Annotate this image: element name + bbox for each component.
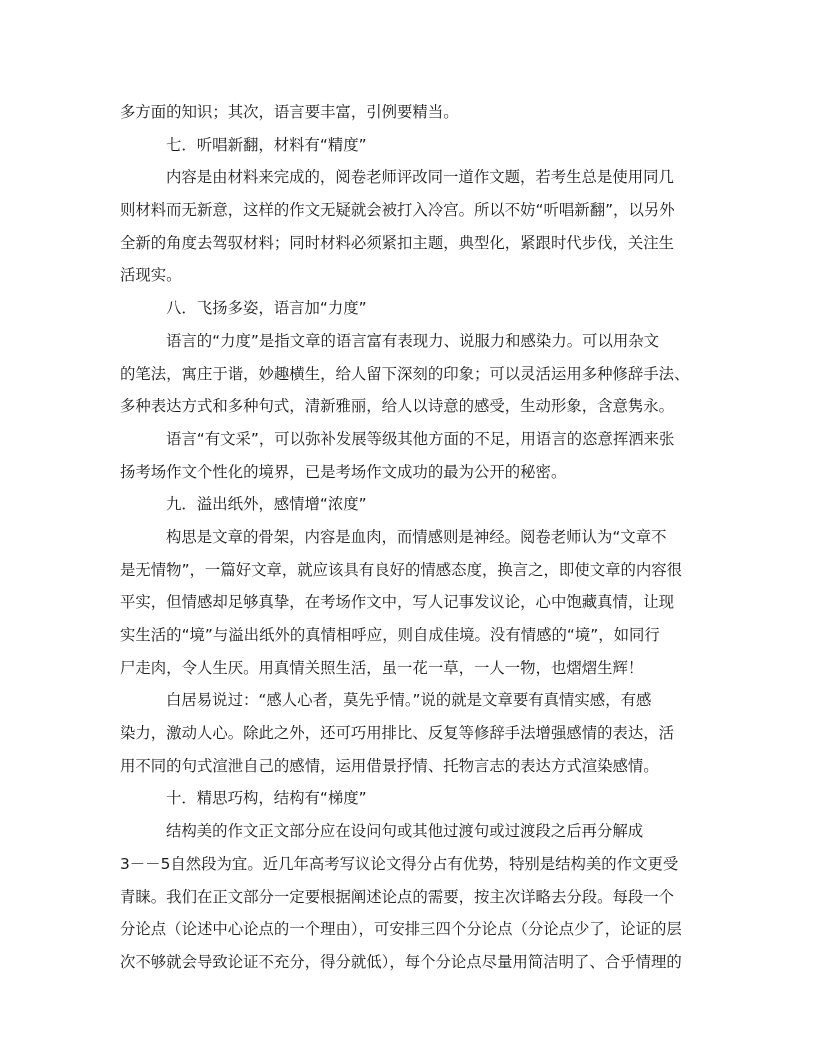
text-line: 扬考场作文个性化的境界，已是考场作文成功的最为公开的秘密。: [120, 462, 567, 481]
section-heading: 八．飞扬多姿，语言加“力度”: [166, 299, 367, 318]
text-line: 实生活的“境”与溢出纸外的真情相呼应，则自成佳境。没有情感的“境”，如同行: [120, 626, 660, 644]
text-line: 尸走肉，令人生厌。用真情关照生活，虽一花一草，一人一物，也熠熠生辉！: [120, 658, 644, 677]
text-line: 青睐。我们在正文部分一定要根据阐述论点的需要，按主次详略去分段。每段一个: [120, 887, 675, 906]
text-line: 分论点（论述中心论点的一个理由），可安排三四个分论点（分论点少了，论证的层: [120, 920, 682, 939]
text-line: 次不够就会导致论证不充分，得分就低），每个分论点尽量用简洁明了、合乎情理的: [120, 952, 682, 971]
text-line: 结构美的作文正文部分应在设问句或其他过渡句或过渡段之后再分解成: [166, 822, 644, 841]
text-line: 的笔法，寓庄于谐，妙趣横生，给人留下深刻的印象；可以灵活运用多种修辞手法、: [120, 364, 690, 383]
text-line: 多方面的知识；其次，语言要丰富，引例要精当。: [120, 103, 459, 121]
text-line: 内容是由材料来完成的，阅卷老师评改同一道作文题，若考生总是使用同几: [166, 168, 674, 187]
text-line: 语言的“力度”是指文章的语言富有表现力、说服力和感染力。可以用杂文: [166, 331, 660, 350]
text-line: 构思是文章的骨架，内容是血肉，而情感则是神经。阅卷老师认为“文章不: [166, 527, 667, 546]
text-line: 染力，激动人心。除此之外，还可巧用排比、反复等修辞手法增强感情的表达，活: [120, 724, 675, 743]
text-line: 多种表达方式和多种句式，清新雅丽，给人以诗意的感受，生动形象，含意隽永。: [120, 397, 675, 416]
text-line: 平实，但情感却足够真挚，在考场作文中，写人记事发议论，心中饱藏真情，让现: [120, 593, 675, 612]
text-line: 全新的角度去驾驭材料；同时材料必须紧扣主题，典型化，紧跟时代步伐，关注生: [120, 233, 675, 252]
text-line: 3－－5自然段为宜。近几年高考写议论文得分占有优势，特别是结构美的作文更受: [120, 854, 679, 873]
text-line: 活现实。: [120, 266, 182, 285]
document-page: [120, 96, 698, 979]
text-line: 则材料而无新意，这样的作文无疑就会被打入冷宫。所以不妨“听唱新翻”，以另外: [120, 201, 675, 220]
section-heading: 七．听唱新翻，材料有“精度”: [166, 135, 367, 154]
text-line: 白居易说过：“感人心者，莫先乎情。”说的就是文章要有真情实感，有感: [166, 691, 652, 710]
text-line: 是无情物”，一篇好文章，就应该具有良好的情感态度，换言之，即使文章的内容很: [120, 560, 683, 579]
text-line: 用不同的句式渲泄自己的感情，运用借景抒情、托物言志的表达方式渲染感情。: [120, 756, 659, 775]
section-heading: 十．精思巧构，结构有“梯度”: [166, 789, 367, 808]
text-line: 语言“有文采”，可以弥补发展等级其他方面的不足，用语言的恣意挥洒来张: [166, 429, 675, 448]
section-heading: 九．溢出纸外，感情增“浓度”: [166, 495, 367, 514]
